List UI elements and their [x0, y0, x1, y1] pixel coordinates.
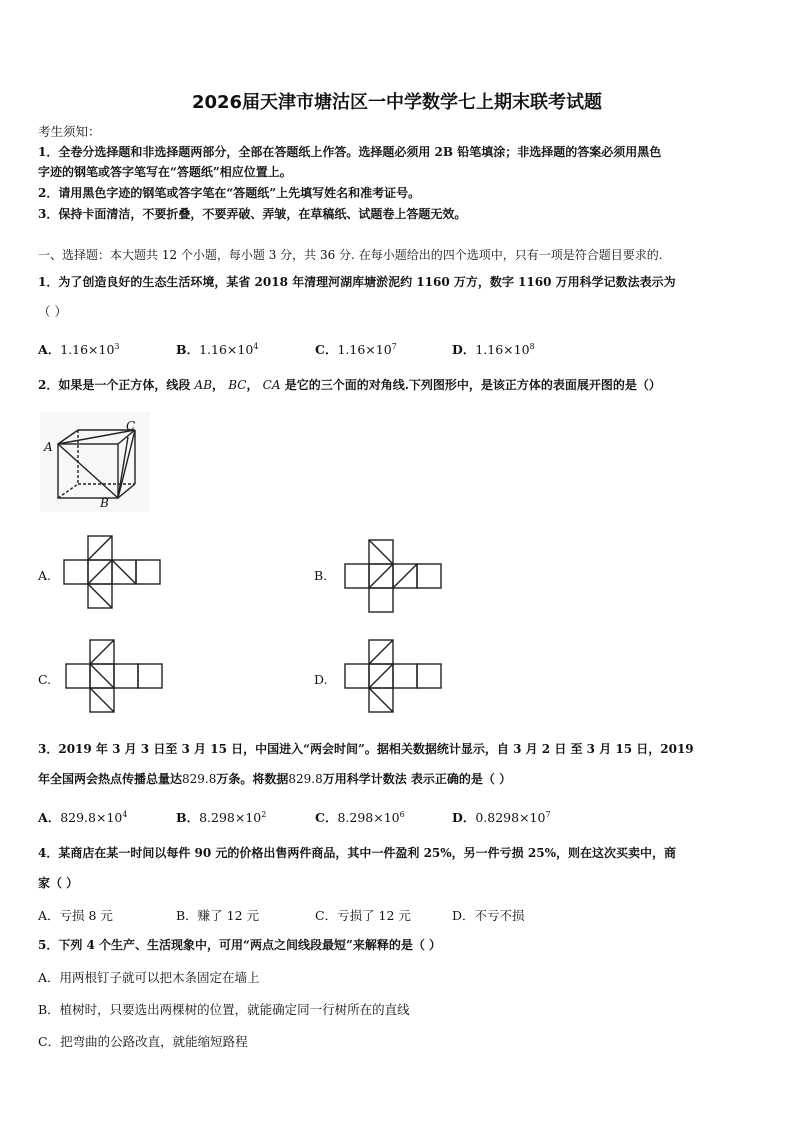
- q2-option-a-label: A.: [38, 568, 52, 583]
- q1-stem: 1．为了创造良好的生态生活环境，某省 2018 年清理河湖库塘淤泥约 1160 万方，数字 1160 万用科学记数法表示为: [38, 275, 676, 289]
- q1-option-a: A．$1.16\times 10^3$: [38, 341, 120, 357]
- notice-line-2: 2．请用黑色字迹的钢笔或答字笔在“答题纸”上先填写姓名和准考证号。: [38, 186, 421, 200]
- section-heading: 一、选择题：本大题共 12 个小题，每小题 3 分，共 36 分. 在每小题给出的四个选项中，只有一项是符合题目要求的.: [38, 248, 663, 262]
- q1-option-b: B．$1.16\times 10^4$: [176, 341, 259, 357]
- cube-label-a: A: [44, 440, 53, 454]
- q5-option-c: C．把弯曲的公路改直，就能缩短路程: [38, 1034, 248, 1049]
- q3-option-d: D．$0.8298\times 10^7$: [452, 809, 551, 825]
- q4-stem-line2: 家（ ）: [38, 876, 79, 890]
- q1-option-c: C．$1.16\times 10^7$: [315, 341, 397, 357]
- q1-blank: （ ）: [38, 304, 67, 319]
- notice-heading: 考生须知：: [38, 124, 101, 139]
- q4-stem-line1: 4．某商店在某一时间以每件 90 元的价格出售两件商品，其中一件盈利 25%，另一件亏损 25%，则在这次买卖中，商: [38, 846, 676, 860]
- q3-stem-line1: 3．2019 年 3 月 3 日至 3 月 15 日，中国进入“两会时间”。据相关数据统计显示，自 3 月 2 日 至 3 月 15 日，2019: [38, 742, 694, 756]
- notice-line-1a: 1．全卷分选择题和非选择题两部分，全部在答题纸上作答。选择题必须用 2B 铅笔填涂；非选择题的答案必须用黑色: [38, 145, 662, 159]
- cube-label-b: B: [100, 496, 109, 510]
- page-title: 2026届天津市塘沽区一中学数学七上期末联考试题: [191, 92, 603, 113]
- q2-stem: 2．如果是一个正方体，线段 AB， BC， CA 是它的三个面的对角线.下列图形中，是该正方体的表面展开图的是（）: [38, 378, 661, 392]
- q2-option-d-label: D.: [314, 672, 328, 687]
- cube-label-c: C: [126, 419, 136, 433]
- q5-stem: 5．下列 4 个生产、生活现象中，可用“两点之间线段最短”来解释的是（ ）: [38, 938, 442, 952]
- notice-line-3: 3．保持卡面清洁，不要折叠，不要弄破、弄皱，在草稿纸、试题卷上答题无效。: [38, 207, 467, 221]
- q4-option-a: A．亏损 8 元: [38, 908, 113, 923]
- notice-line-1b: 字迹的钢笔或答字笔写在“答题纸”相应位置上。: [38, 165, 292, 179]
- q2-option-b-label: B.: [314, 568, 328, 583]
- q5-option-a: A．用两根钉子就可以把木条固定在墙上: [38, 970, 260, 985]
- q2-option-a-net: [64, 536, 160, 608]
- q2-option-b-net: [345, 540, 441, 612]
- q5-option-b: B．植树时，只要选出两棵树的位置，就能确定同一行树所在的直线: [38, 1002, 410, 1017]
- q2-option-d-net: [345, 640, 441, 712]
- q4-option-c: C．亏损了 12 元: [315, 908, 411, 923]
- q2-option-c-net: [66, 640, 162, 712]
- q1-option-d: D．$1.16\times 10^8$: [452, 341, 535, 357]
- q2-option-c-label: C.: [38, 672, 52, 687]
- q3-option-b: B．$8.298\times 10^2$: [176, 809, 267, 825]
- q3-option-a: A．$829.8\times 10^4$: [38, 809, 128, 825]
- q3-option-c: C．$8.298\times 10^6$: [315, 809, 405, 825]
- q4-option-b: B．赚了 12 元: [176, 908, 260, 923]
- q4-option-d: D．不亏不损: [452, 908, 525, 923]
- q3-stem-line2: 年全国两会热点传播总量达829.8万条。将数据829.8万用科学计数法 表示正确的是（ ）: [38, 772, 512, 786]
